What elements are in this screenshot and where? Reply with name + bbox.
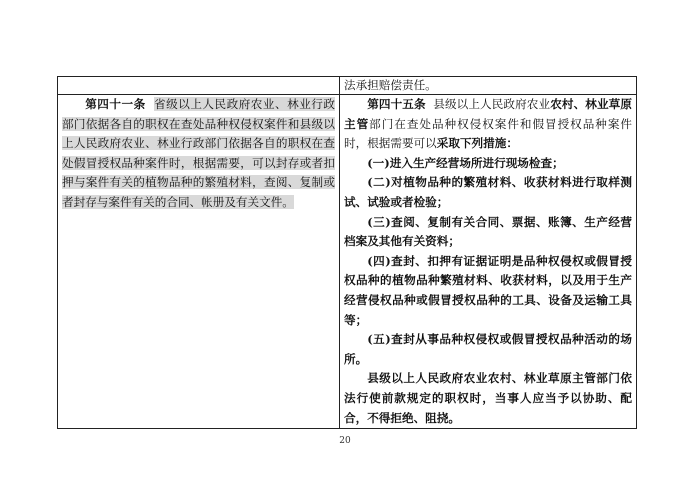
new-article-intro-c: 部门在查处品种权侵权案件和假冒授权品种案件时，根据需要可以 <box>344 116 632 151</box>
measure-item: (二)对植物品种的繁殖材料、收获材料进行取样测试、试验或者检验； <box>344 175 632 209</box>
measure-item: (四)查封、扣押有证据证明是品种权侵权或假冒授权品种的植物品种繁殖材料、收获材料，以及用于生产经营侵权品种或假冒授权品种的工具、设备及运输工具等； <box>344 253 632 327</box>
new-article-intro-b: 农村、林业草原主管 <box>344 97 632 131</box>
table-row <box>58 77 637 95</box>
new-article-intro-a: 县级以上人民政府农业 <box>433 97 551 111</box>
right-cell-continuation <box>340 77 637 95</box>
measure-item: (一)进入生产经营场所进行现场检查； <box>367 155 564 170</box>
left-cell-old-article <box>58 95 340 429</box>
left-cell-empty <box>58 77 340 95</box>
measure-item: (三)查阅、复制有关合同、票据、账簿、生产经营档案及其他有关资料； <box>344 214 632 249</box>
table-row <box>58 95 637 429</box>
new-article-label: 第四十五条 <box>367 97 426 111</box>
right-cell-new-article <box>340 95 637 429</box>
page-number: 20 <box>339 436 351 446</box>
old-article-paragraph <box>62 95 335 213</box>
new-article-intro-d: 采取下列措施： <box>436 136 518 151</box>
old-article-body: 省级以上人民政府农业、林业行政部门依据各自的职权在查处品种权侵权案件和县级以上人民政府农业、林业行政部门依据各自的职权在查处假冒授权品种案件时，根据需要，可以封存或者扣押与案件有关的植物品种的繁殖材料，查阅、复制或者封存与案件有关的合同、帐册及有关文件。 <box>62 97 335 209</box>
old-article-label: 第四十一条 <box>85 97 146 111</box>
new-article-intro <box>344 95 632 154</box>
measure-item: (五)查封从事品种权侵权或假冒授权品种活动的场所。 <box>344 332 632 366</box>
continuation-text: 法承担赔偿责任。 <box>344 78 437 92</box>
comparison-table <box>57 76 637 429</box>
closing-paragraph: 县级以上人民政府农业农村、林业草原主管部门依法行使前款规定的职权时，当事人应当予以协助、配合，不得拒绝、阻挠。 <box>344 371 632 425</box>
